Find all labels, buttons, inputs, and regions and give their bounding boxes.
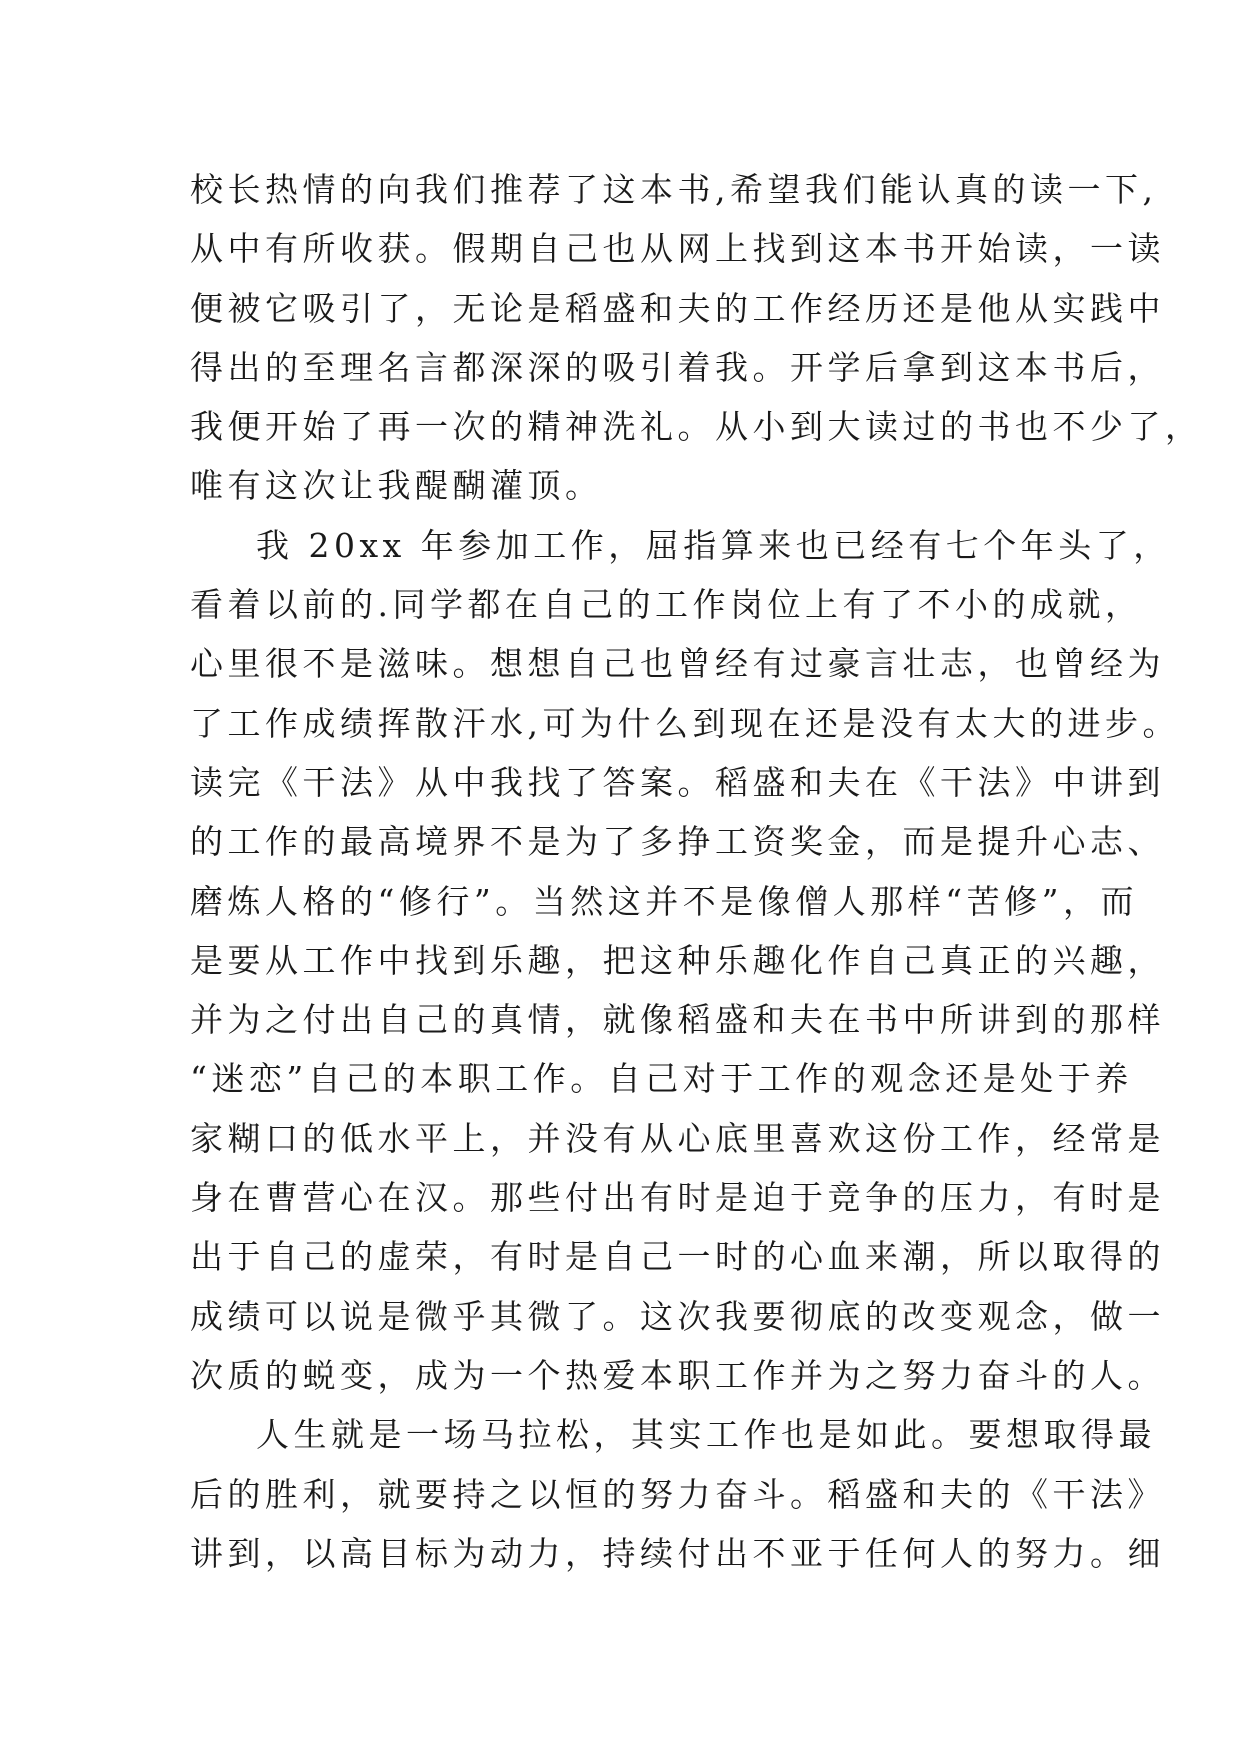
text-line: 讲到，以高目标为动力，持续付出不亚于任何人的努力。细: [190, 1533, 1165, 1573]
paragraph-start-line: 人生就是一场马拉松，其实工作也是如此。要想取得最: [256, 1415, 1156, 1455]
text-line: 出于自己的虚荣，有时是自己一时的心血来潮，所以取得的: [190, 1237, 1165, 1277]
text-line: 心里很不是滋味。想想自己也曾经有过豪言壮志，也曾经为: [190, 644, 1165, 684]
text-line: 成绩可以说是微乎其微了。这次我要彻底的改变观念，做一: [190, 1296, 1165, 1336]
text-line: 身在曹营心在汉。那些付出有时是迫于竞争的压力，有时是: [190, 1178, 1165, 1218]
text-line: 校长热情的向我们推荐了这本书,希望我们能认真的读一下,: [190, 170, 1158, 209]
text-line: 的工作的最高境界不是为了多挣工资奖金，而是提升心志、: [190, 822, 1165, 862]
text-line: 读完《干法》从中我找了答案。稻盛和夫在《干法》中讲到: [190, 762, 1165, 802]
text-line: 次质的蜕变，成为一个热爱本职工作并为之努力奋斗的人。: [190, 1355, 1165, 1395]
text-line: 是要从工作中找到乐趣，把这种乐趣化作自己真正的兴趣，: [190, 940, 1165, 980]
text-line: 家糊口的低水平上，并没有从心底里喜欢这份工作，经常是: [190, 1118, 1165, 1158]
body-text: [190, 160, 1203, 1583]
text-line: 看着以前的.同学都在自己的工作岗位上有了不小的成就，: [190, 585, 1143, 625]
text-line: “迷恋”自己的本职工作。自己对于工作的观念还是处于养: [190, 1059, 1133, 1099]
text-line: 并为之付出自己的真情，就像稻盛和夫在书中所讲到的那样: [190, 1000, 1165, 1040]
paragraph-start-line: 我 20xx 年参加工作，屈指算来也已经有七个年头了，: [256, 525, 1171, 565]
text-line: 我便开始了再一次的精神洗礼。从小到大读过的书也不少了，: [190, 407, 1203, 447]
text-line: 后的胜利，就要持之以恒的努力奋斗。稻盛和夫的《干法》: [190, 1474, 1165, 1514]
text-line: 从中有所收获。假期自己也从网上找到这本书开始读，一读: [190, 229, 1165, 269]
text-line: 得出的至理名言都深深的吸引着我。开学后拿到这本书后，: [190, 347, 1165, 387]
text-line: 了工作成绩挥散汗水,可为什么到现在还是没有太大的进步。: [190, 703, 1180, 743]
text-line: 唯有这次让我醍醐灌顶。: [190, 466, 603, 506]
text-line: 磨炼人格的“修行”。当然这并不是像僧人那样“苦修”，而: [190, 881, 1138, 921]
text-line: 便被它吸引了，无论是稻盛和夫的工作经历还是他从实践中: [190, 288, 1165, 328]
